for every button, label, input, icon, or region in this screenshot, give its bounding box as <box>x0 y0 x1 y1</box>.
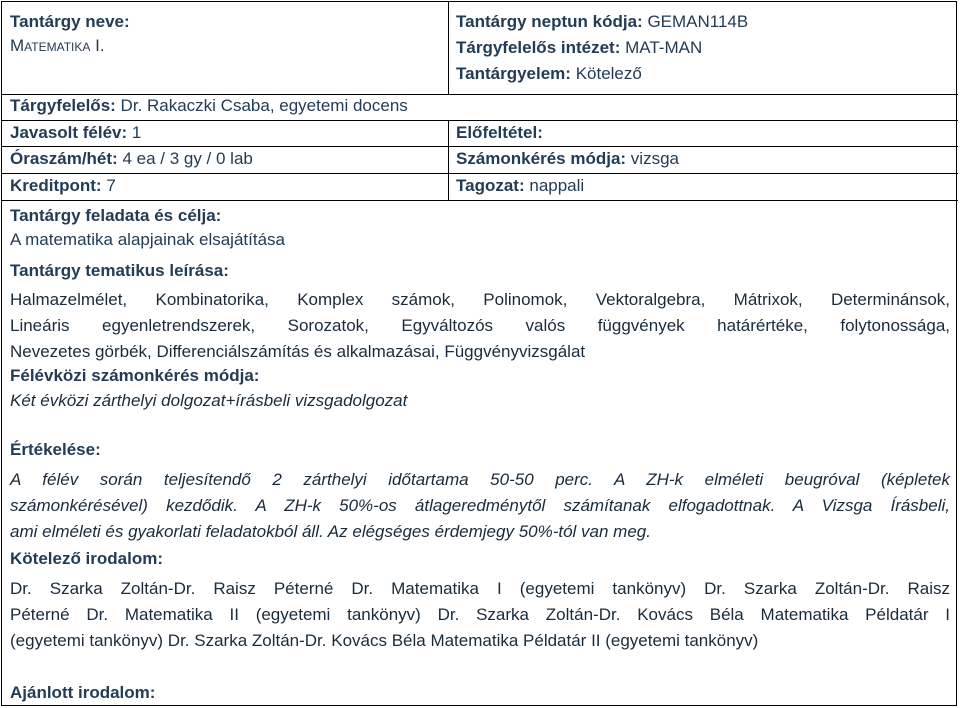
credits: Kreditpont: 7 <box>10 176 116 195</box>
recommended-literature-label: Ajánlott irodalom: <box>10 683 156 702</box>
header-divider <box>448 2 449 94</box>
required-literature-line: Péterné Dr. Matematika II (egyetemi tankönyv) Dr. Szarka Zoltán-Dr. Kovács Béla Matematika Példatár I <box>10 605 950 624</box>
course-name-label: Tantárgy neve: <box>10 12 130 31</box>
topics-label: Tantárgy tematikus leírása: <box>10 261 229 280</box>
exam-type: Számonkérés módja: vizsga <box>456 149 679 168</box>
required-literature-line: (egyetemi tankönyv) Dr. Szarka Zoltán-Dr. Kovács Béla Matematika Példatár II (egyetemi tankönyv) <box>10 631 759 650</box>
course-datasheet <box>1 1 957 706</box>
responsible: Tárgyfelelős: Dr. Rakaczki Csaba, egyetemi docens <box>10 96 408 115</box>
hours: Óraszám/hét: 4 ea / 3 gy / 0 lab <box>10 149 253 168</box>
institute: Tárgyfelelős intézet: MAT-MAN <box>456 38 703 57</box>
info-divider <box>448 120 449 200</box>
evaluation-label: Értékelése: <box>10 440 101 459</box>
hours-row <box>2 146 958 147</box>
course-name-value: Matematika I. <box>10 36 105 55</box>
goal-row <box>2 200 958 201</box>
goal-label: Tantárgy feladata és célja: <box>10 206 222 225</box>
topics-line: Lineáris egyenletrendszerek, Sorozatok, Egyváltozós valós függvények határértéke, folytonossága, <box>10 316 950 335</box>
required-literature-line: Dr. Szarka Zoltán-Dr. Raisz Péterné Dr. Matematika I (egyetemi tankönyv) Dr. Szarka Zoltán-Dr. Raisz <box>10 579 950 598</box>
course-element: Tantárgyelem: Kötelező <box>456 64 642 83</box>
semester-row <box>2 120 958 121</box>
neptun-code: Tantárgy neptun kódja: GEMAN114B <box>456 12 749 31</box>
evaluation-line: A félév során teljesítendő 2 zárthelyi időtartama 50-50 perc. A ZH-k elméleti beugróval (képletek <box>10 470 950 489</box>
topics-line: Halmazelmélet, Kombinatorika, Komplex számok, Polinomok, Vektoralgebra, Mátrixok, Determinánsok, <box>10 290 950 309</box>
goal-value: A matematika alapjainak elsajátítása <box>10 230 285 249</box>
semester: Javasolt félév: 1 <box>10 123 142 142</box>
evaluation-line: ami elméleti és gyakorlati feladatokból áll. Az elégséges érdemjegy 50%-tól van meg. <box>10 522 651 541</box>
prerequisite: Előfeltétel: <box>456 123 543 142</box>
required-literature-label: Kötelező irodalom: <box>10 549 164 568</box>
midterm-value: Két évközi zárthelyi dolgozat+írásbeli vizsgadolgozat <box>10 391 408 410</box>
evaluation-line: számonkérésével) kezdődik. A ZH-k 50%-os átlageredménytől számítanak elfogadottnak. A Vizsga Írásbeli, <box>10 496 950 515</box>
topics-line: Nevezetes görbék, Differenciálszámítás és alkalmazásai, Függvényvizsgálat <box>10 342 586 361</box>
midterm-label: Félévközi számonkérés módja: <box>10 366 260 385</box>
credits-row <box>2 173 958 174</box>
division: Tagozat: nappali <box>456 176 585 195</box>
